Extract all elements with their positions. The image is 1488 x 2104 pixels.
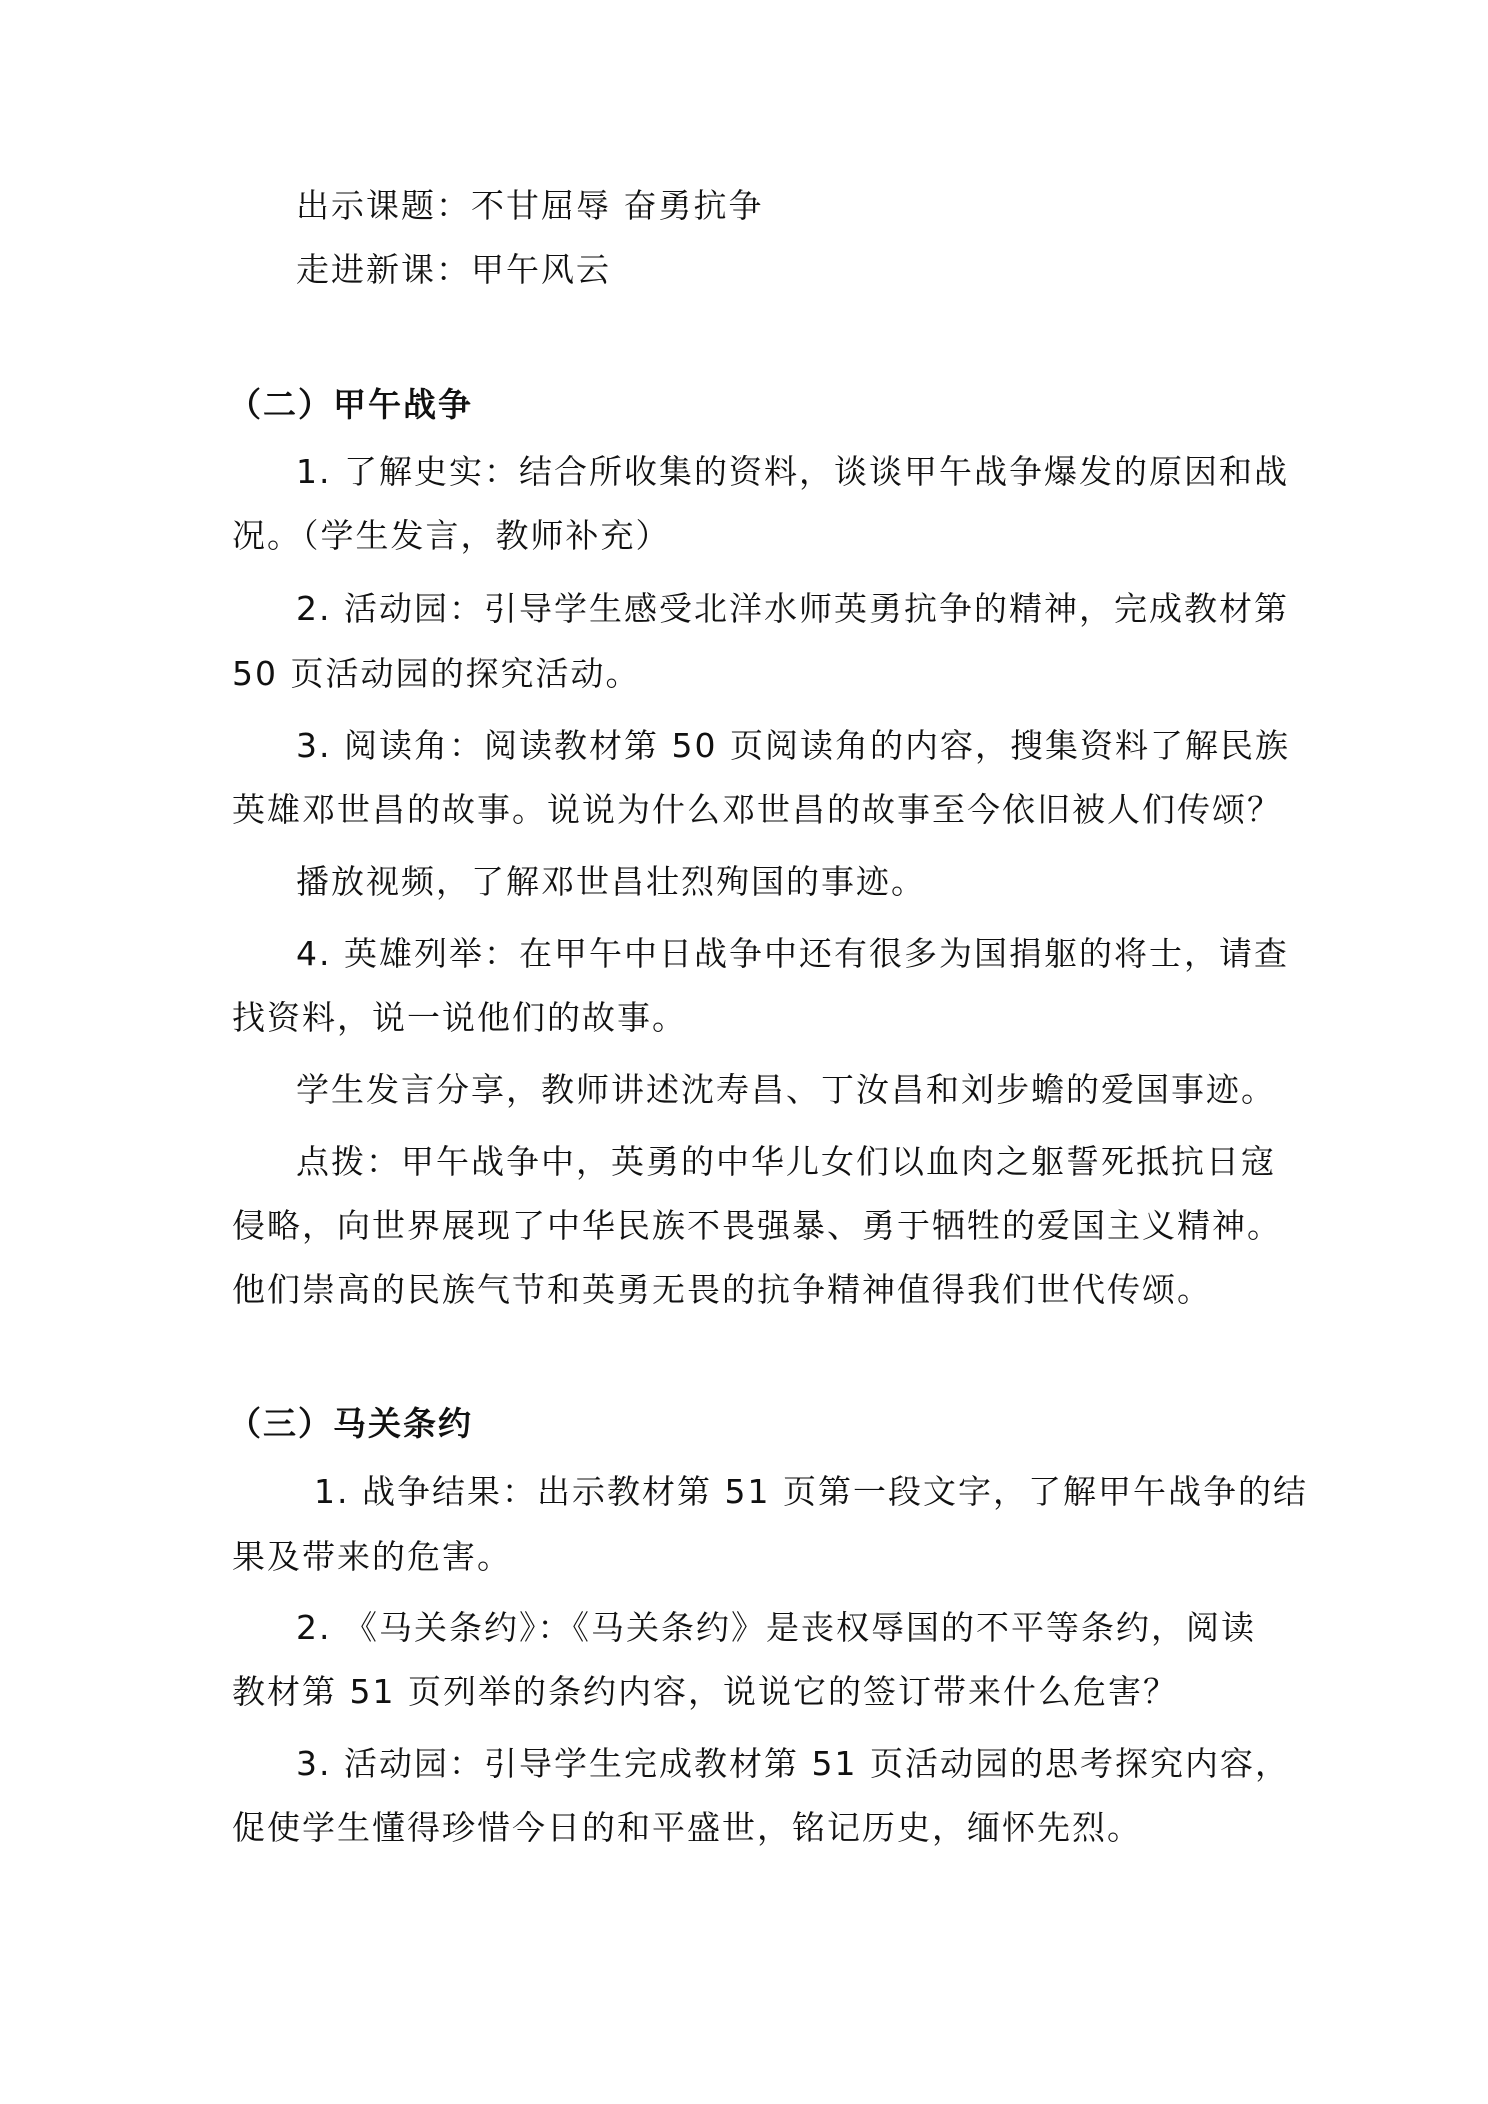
- item1-line1: 1. 了解史实：结合所收集的资料，谈谈甲午战争爆发的原因和战: [296, 452, 1289, 491]
- s3-item3-line1: 3. 活动园：引导学生完成教材第 51 页活动园的思考探究内容，: [296, 1744, 1290, 1783]
- point-line1: 点拨：甲午战争中，英勇的中华儿女们以血肉之躯誓死抵抗日寇: [296, 1142, 1276, 1181]
- item1-line2: 况。（学生发言，教师补充）: [232, 516, 671, 555]
- enter-lesson-line: 走进新课：甲午风云: [296, 250, 611, 289]
- share-line: 学生发言分享，教师讲述沈寿昌、丁汝昌和刘步蟾的爱国事迹。: [296, 1070, 1276, 1109]
- s3-item3-line2: 促使学生懂得珍惜今日的和平盛世，铭记历史，缅怀先烈。: [232, 1808, 1142, 1847]
- s3-item2-line2: 教材第 51 页列举的条约内容，说说它的签订带来什么危害？: [232, 1672, 1178, 1711]
- item3-line1: 3. 阅读角：阅读教材第 50 页阅读角的内容，搜集资料了解民族: [296, 726, 1290, 765]
- section-heading-maguan-treaty: （三）马关条约: [228, 1404, 473, 1443]
- point-line3: 他们崇高的民族气节和英勇无畏的抗争精神值得我们世代传颂。: [232, 1270, 1212, 1309]
- item2-line2: 50 页活动园的探究活动。: [232, 654, 641, 693]
- item2-line1: 2. 活动园：引导学生感受北洋水师英勇抗争的精神，完成教材第: [296, 589, 1289, 628]
- s3-item1-line2: 果及带来的危害。: [232, 1537, 512, 1576]
- item4-line2: 找资料，说一说他们的故事。: [232, 998, 687, 1037]
- s3-item1-line1: 1. 战争结果：出示教材第 51 页第一段文字，了解甲午战争的结: [314, 1472, 1308, 1511]
- section-heading-jiawu-war: （二）甲午战争: [228, 385, 473, 424]
- s3-item2-line1: 2. 《马关条约》：《马关条约》是丧权辱国的不平等条约，阅读: [296, 1608, 1256, 1647]
- video-line: 播放视频，了解邓世昌壮烈殉国的事迹。: [296, 862, 926, 901]
- item3-line2: 英雄邓世昌的故事。说说为什么邓世昌的故事至今依旧被人们传颂？: [232, 790, 1282, 829]
- item4-line1: 4. 英雄列举：在甲午中日战争中还有很多为国捐躯的将士，请查: [296, 934, 1289, 973]
- show-title-line: 出示课题：不甘屈辱 奋勇抗争: [296, 186, 764, 225]
- point-line2: 侵略，向世界展现了中华民族不畏强暴、勇于牺牲的爱国主义精神。: [232, 1206, 1282, 1245]
